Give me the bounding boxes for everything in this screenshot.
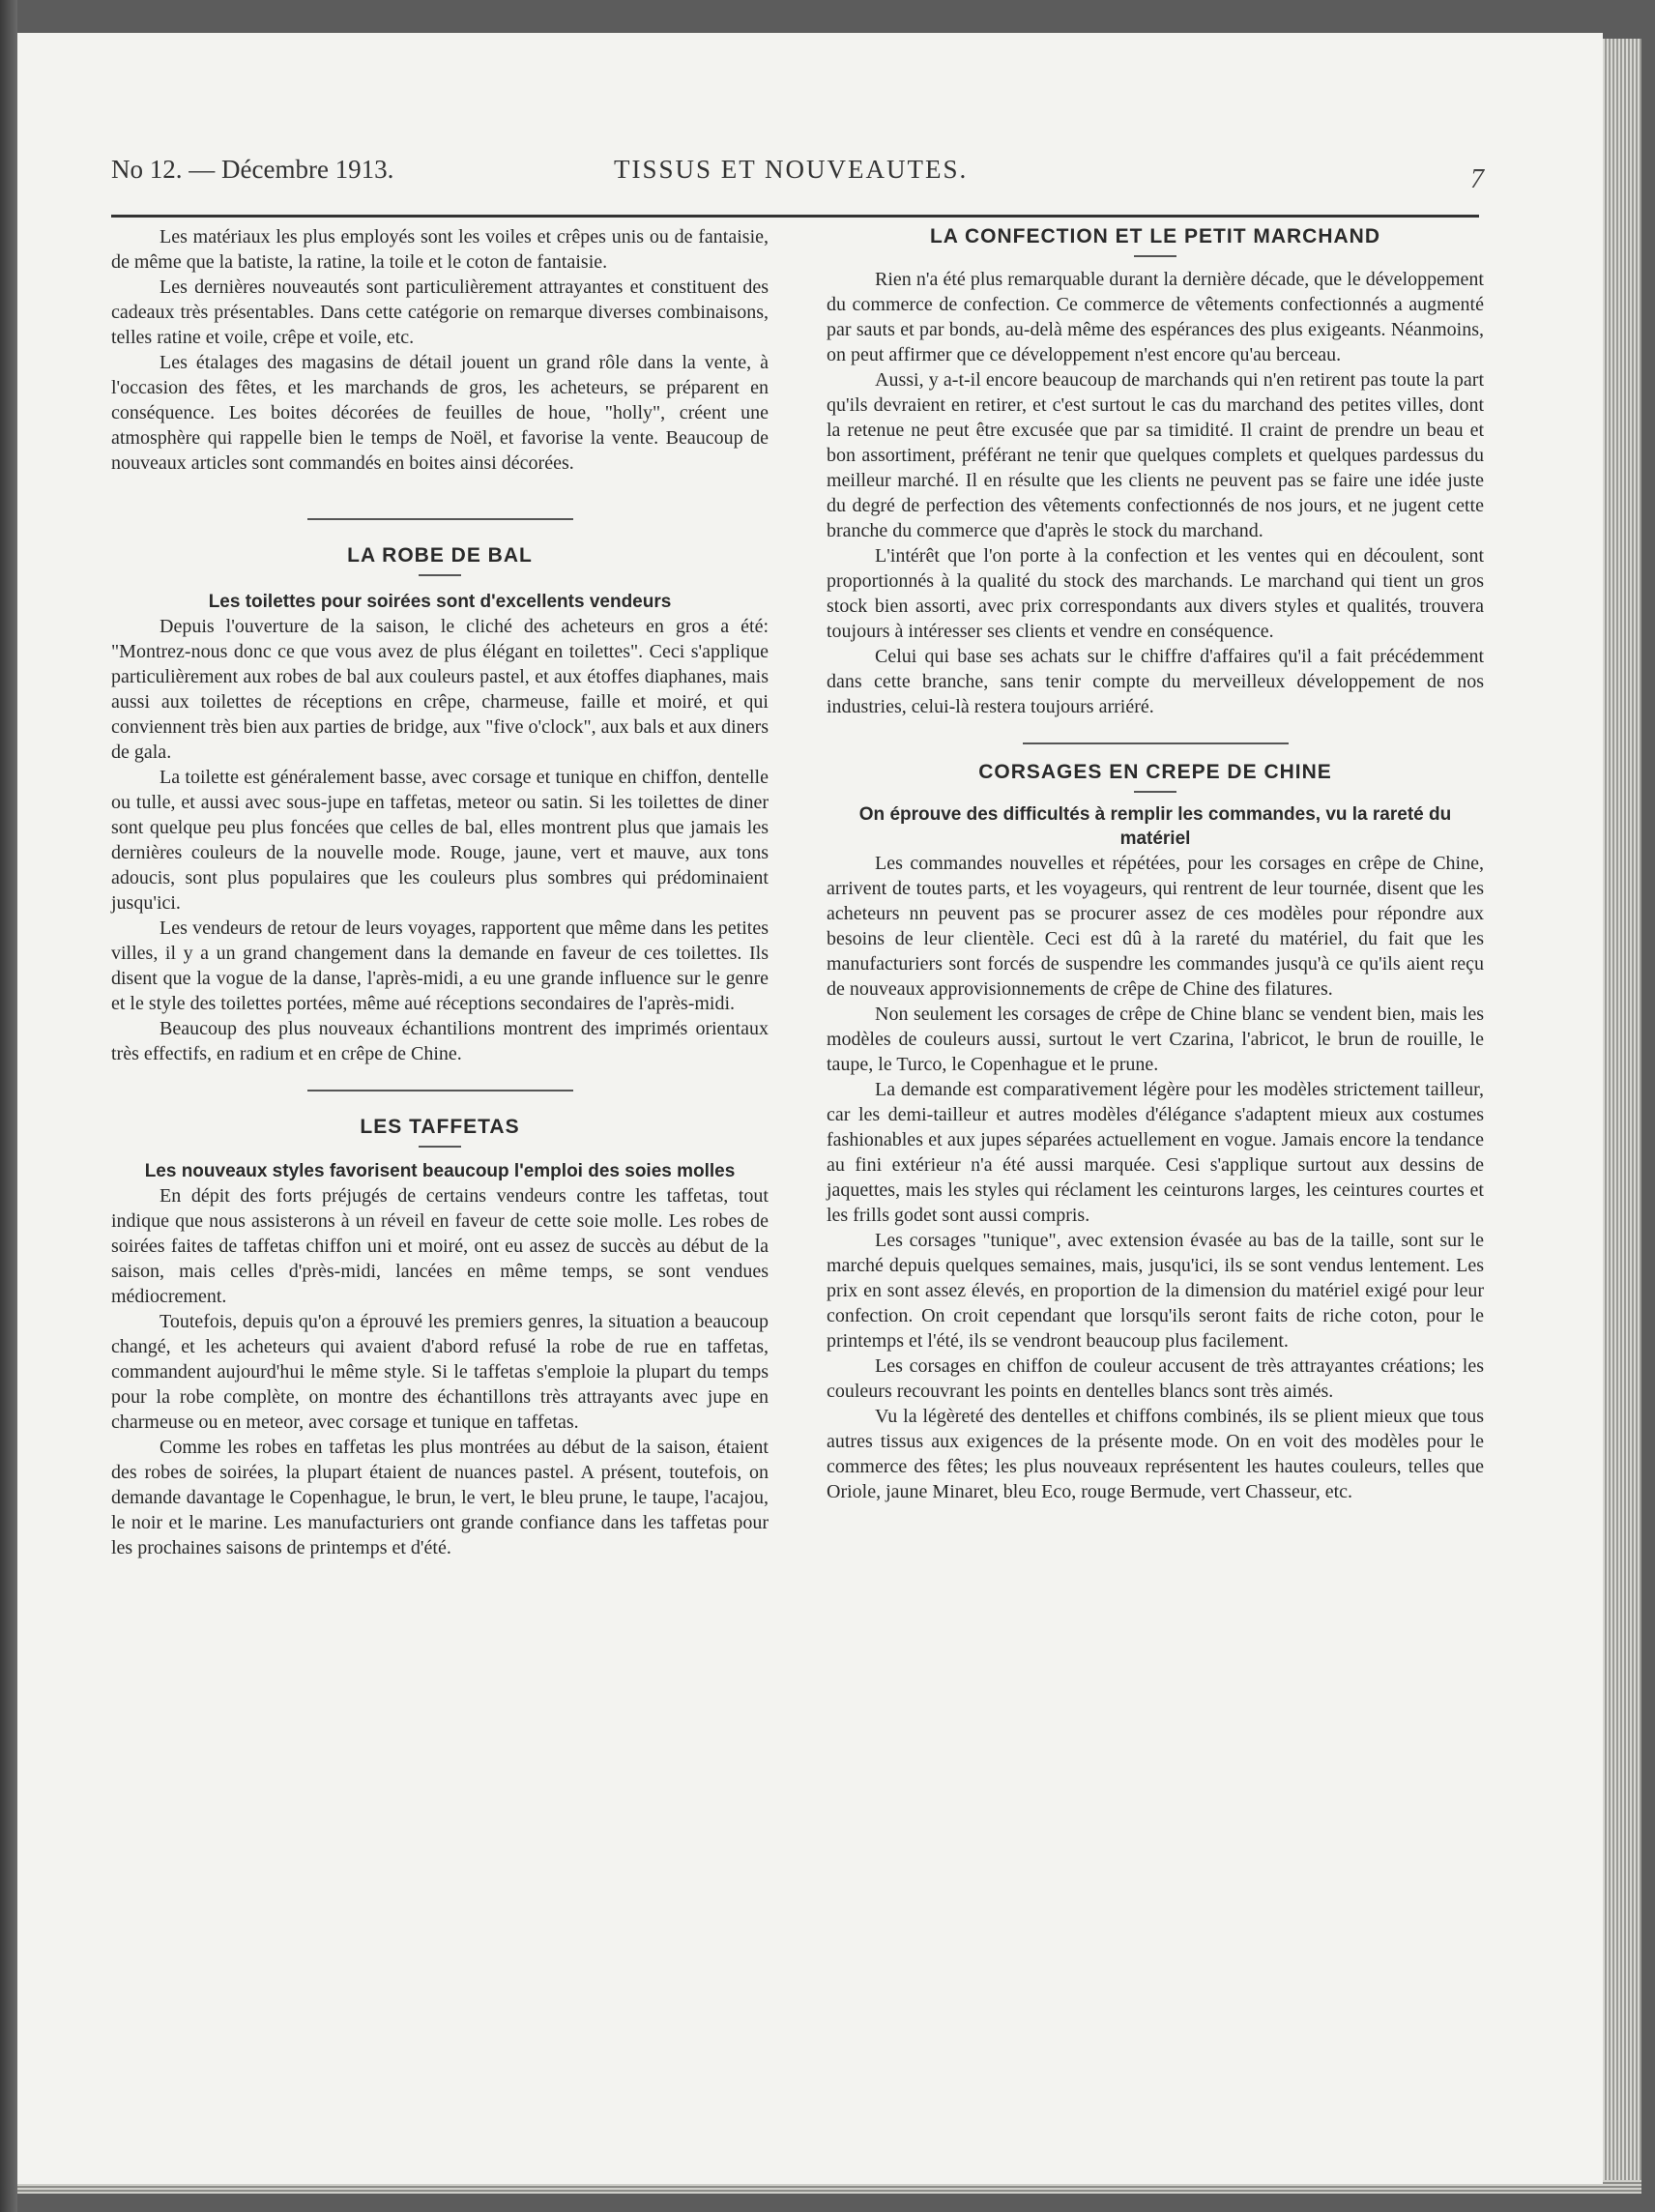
issue-date: No 12. — Décembre 1913. (111, 155, 394, 184)
paragraph: La demande est comparativement légère pour les modèles strictement tailleur, car les demi-tailleur et autres modèles d'élégance s'adaptent mieux aux costumes fashionables et aux jupes séparées actuellement en vogue. Jamais encore la tendance au fini extérieur n'a été aussi marquée. Cesi s'applique surtout aux dessins de jaquettes, mais les styles qui réclament les ceinturons larges, les ceintures courtes et les frills godet sont aussi compris. (827, 1079, 1484, 1226)
paragraph: Rien n'a été plus remarquable durant la dernière décade, que le développement du commerce de confection. Ce commerce de vêtements confectionnés a augmenté par sauts et par bonds, au-delà même des espérances des plus exigeants. Néanmoins, on peut affirmer que ce développement n'est encore qu'au berceau. (827, 269, 1484, 365)
paragraph: Depuis l'ouverture de la saison, le cliché des acheteurs en gros a été: "Montrez-nous donc ce que vous avez de plus élégant en toilettes". Ceci s'applique particulièrement aux robes de bal aux couleurs pastel, et aux étoffes diaphanes, mais aussi aux toilettes de réceptions en crêpe, charmeuse, faille et moiré, et qui conviennent très bien aux parties de bridge, aux "five o'clock", aux bals et aux diners de gala. (111, 616, 769, 763)
paragraph: Toutefois, depuis qu'on a éprouvé les premiers genres, la situation a beaucoup changé, et les acheteurs qui avaient d'abord refusé la robe de rue en taffetas, commandent aujourd'hui le même style. Si le taffetas s'emploie la plupart du temps pour la robe complète, on montre des échantillons très attrayants avec jupe en charmeuse ou en meteor, avec corsage et tunique en taffetas. (111, 1311, 769, 1433)
section-subtitle: Les nouveaux styles favorisent beaucoup l'emploi des soies molles (144, 1161, 736, 1181)
paragraph: Les étalages des magasins de détail jouent un grand rôle dans la vente, à l'occasion des fêtes, et les marchands de gros, les acheteurs, se préparent en conséquence. Les boites décorées de feuilles de houe, "holly", créent une atmosphère qui rappelle bien le temps de Noël, et favorise la vente. Beaucoup de nouveaux articles sont commandés en boites ainsi décorées. (111, 352, 769, 474)
page-stack-edge (1603, 39, 1641, 2180)
paragraph: Les dernières nouveautés sont particulièrement attrayantes et constituent des cadeaux très présentables. Dans cette catégorie on remarque diverses combinaisons, telles ratine et voile, crêpe et voile, etc. (111, 276, 769, 348)
paragraph: L'intérêt que l'on porte à la confection et les ventes qui en découlent, sont proportionnés à la qualité du stock des marchands. Le marchand qui tient un gros stock bien assorti, avec prix correspondants aux divers styles et qualités, trouvera toujours à intéresser ses clients et vendre en conséquence. (827, 545, 1484, 642)
section-title-confection: LA CONFECTION ET LE PETIT MARCHAND (929, 225, 1381, 247)
paragraph: Celui qui base ses achats sur le chiffre d'affaires qu'il a fait précédemment dans cette branche, sans tenir compte du merveilleux développement de nos industries, celui-là restera toujours arriéré. (827, 646, 1484, 717)
page-number: 7 (1470, 164, 1484, 194)
running-header (111, 155, 1484, 194)
book-gutter-shadow (0, 0, 17, 2212)
section-title-corsages: CORSAGES EN CREPE DE CHINE (978, 761, 1332, 783)
paragraph: Aussi, y a-t-il encore beaucoup de marchands qui n'en retirent pas toute la part qu'ils devraient en retirer, et c'est surtout le cas du marchand des petites villes, dont la retenue ne peut être excusée que par sa timidité. Il craint de prendre un beau et bon assortiment, préférant ne tenir que quelques complets et quelques pardessus du meilleur marché. Il en résulte que les clients ne peuvent pas se faire une idée juste du degré de perfection des vêtements confectionnés de nos jours, et ne jugent cette branche du commerce que d'après le stock du marchand. (827, 369, 1484, 541)
section-title-taffetas: LES TAFFETAS (360, 1116, 520, 1138)
paragraph: Comme les robes en taffetas les plus montrées au début de la saison, étaient des robes de soirées, la plupart étaient de nuances pastel. A présent, toutefois, on demande davantage le Copenhague, le brun, le vert, le bleu prune, le taupe, l'acajou, le noir et le marine. Les manufacturiers ont grande confiance dans les taffetas pour les prochaines saisons de printemps et d'été. (111, 1437, 769, 1558)
section-subtitle: Les toilettes pour soirées sont d'excellents vendeurs (208, 592, 672, 612)
paragraph: Les vendeurs de retour de leurs voyages, rapportent que même dans les petites villes, il y a un grand changement dans la demande en faveur de ces toilettes. Ils disent que la vogue de la danse, l'après-midi, a eu une grande influence sur le genre et le style des toilettes portées, même aué réceptions secondaires de l'après-midi. (111, 917, 769, 1014)
section-title-robe-de-bal: LA ROBE DE BAL (347, 544, 533, 567)
right-column (827, 224, 1484, 1504)
paragraph: En dépit des forts préjugés de certains vendeurs contre les taffetas, tout indique que nous assisterons à un réveil en faveur de cette soie molle. Les robes de soirées faites de taffetas chiffon uni et moiré, ont eu assez de succès au début de la saison, mais celles d'près-midi, lancées en même temps, se sont vendues médiocrement. (111, 1185, 769, 1307)
paragraph: Vu la légèreté des dentelles et chiffons combinés, ils se plient mieux que tous autres tissus aux exigences de la présente mode. On en voit des modèles pour le commerce des fêtes; les plus nouveaux représentent les hautes couleurs, telles que Oriole, jaune Minaret, bleu Eco, rouge Bermude, vert Chasseur, etc. (827, 1406, 1484, 1502)
paragraph: Les commandes nouvelles et répétées, pour les corsages en crêpe de Chine, arrivent de toutes parts, et les voyageurs, qui rentrent de leur tournée, disent que les acheteurs nn peuvent pas se procurer assez de ces modèles pour répondre aux besoins de leur clientèle. Ceci est dû à la rareté du matériel, du fait que les manufacturiers sont forcés de suspendre les commandes jusqu'à ce qu'ils aient reçu de nouveaux approvisionnements de crêpe de Chine des filatures. (827, 853, 1484, 1000)
left-column (111, 224, 769, 1560)
paragraph: Non seulement les corsages de crêpe de Chine blanc se vendent bien, mais les modèles de couleurs aussi, surtout le vert Czarina, l'abricot, le brun de rouille, le taupe, le Turco, le Copenhague et le prune. (827, 1004, 1484, 1075)
paragraph: Les matériaux les plus employés sont les voiles et crêpes unis ou de fantaisie, de même que la batiste, la ratine, la toile et le coton de fantaisie. (111, 226, 769, 273)
paragraph: Beaucoup des plus nouveaux échantilions montrent des imprimés orientaux très effectifs, en radium et en crêpe de Chine. (111, 1018, 769, 1064)
paragraph: Les corsages en chiffon de couleur accusent de très attrayantes créations; les couleurs recouvrant les points en dentelles blancs sont très aimés. (827, 1355, 1484, 1402)
paragraph: Les corsages "tunique", avec extension évasée au bas de la taille, sont sur le marché depuis quelques semaines, mais, jusqu'ici, ils se sont vendus lentement. Les prix en sont assez élevés, en proportion de la dimension du matériel exigé pour leur confection. On croit cependant que lorsqu'ils seront faits de riche coton, pour le printemps et l'été, ils se vendront beaucoup plus facilement. (827, 1230, 1484, 1352)
section-subtitle: On éprouve des difficultés à remplir les commandes, vu la rareté du matériel (858, 804, 1452, 849)
paragraph: La toilette est généralement basse, avec corsage et tunique en chiffon, dentelle ou tulle, et aussi avec sous-jupe en taffetas, meteor ou satin. Si les toilettes de diner sont quelque peu plus foncées que celles de bal, elles montrent plus que jamais les dernières couleurs de la nouvelle mode. Rouge, jaune, vert et mauve, aux tons adoucis, sont plus populaires que les couleurs plus sombres qui prédominaient jusqu'ici. (111, 767, 769, 914)
journal-title: TISSUS ET NOUVEAUTES. (614, 155, 969, 184)
header-rule (111, 215, 1479, 218)
